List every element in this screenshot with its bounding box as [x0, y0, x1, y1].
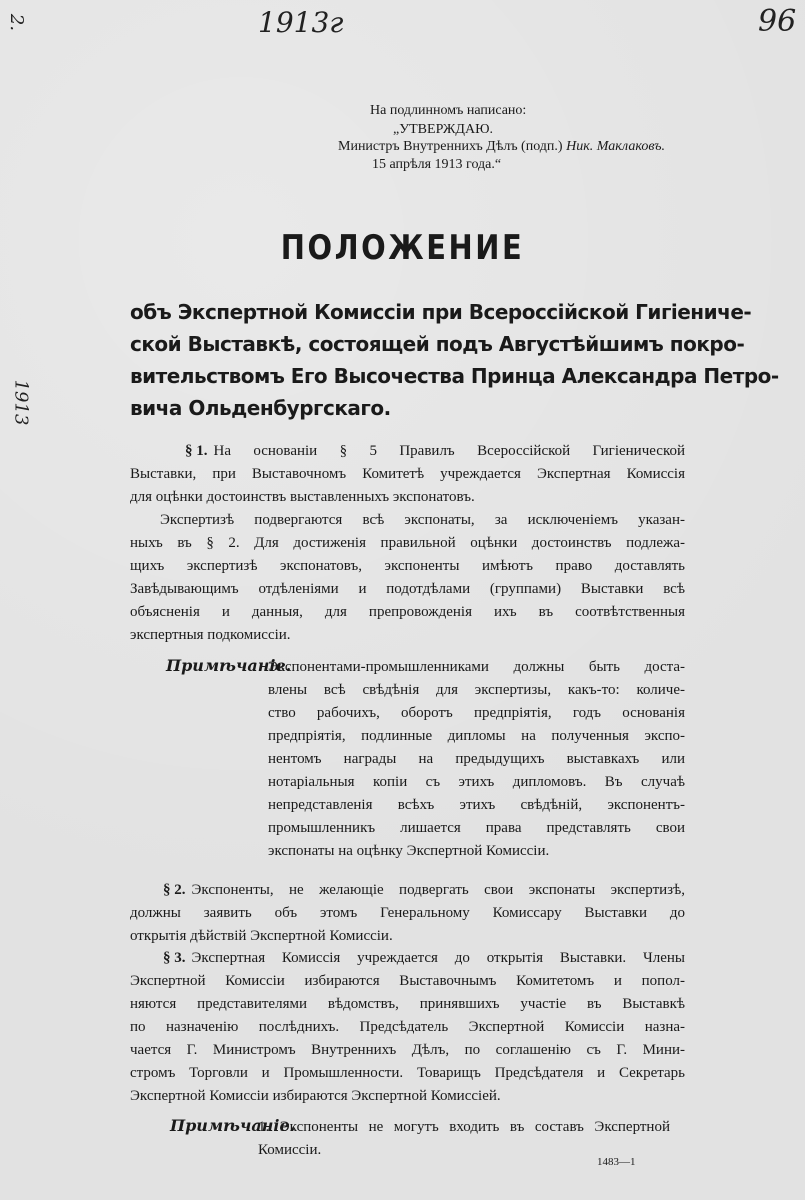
- section-number: § 3.: [163, 950, 186, 966]
- text-line: [130, 440, 685, 463]
- text-line: должны заявить объ этомъ Генеральному Комиссару Выставки до: [130, 905, 685, 921]
- text-line: для оцѣнки достоинствъ выставленныхъ экспонатовъ.: [130, 489, 475, 505]
- handwritten-year: 1913г: [258, 6, 344, 39]
- text-line: промышленникъ лишается права представлять свои: [268, 820, 685, 836]
- section-2: [130, 879, 685, 948]
- header-minister-title: Министръ Внутреннихъ Дѣлъ (подп.): [338, 139, 563, 154]
- text-line: Экспертной Комиссіи избираются Выставочнымъ Комитетомъ и попол-: [130, 973, 685, 989]
- text-line: ской Выставкѣ, состоящей подъ Августѣйшимъ покро-: [130, 332, 745, 356]
- text-line: стромъ Торговли и Промышленности. Товарищъ Предсѣдателя и Секретарь: [130, 1065, 685, 1081]
- section-1-paragraph-2: [130, 509, 685, 647]
- text-line: щихъ экспертизѣ экспонатовъ, экспоненты имѣютъ право доставлять: [130, 558, 685, 574]
- text-line: непредставленія всѣхъ этихъ свѣдѣній, экспонентъ-: [268, 797, 685, 813]
- header-approved: „УТВЕРЖДАЮ.: [393, 122, 493, 137]
- text-line: экспертныя подкомиссіи.: [130, 627, 291, 643]
- text-line: предпріятія, подлинные дипломы на полученныя экспо-: [268, 728, 685, 744]
- text-line: Выставки, при Выставочномъ Комитетѣ учреждается Экспертная Комиссія: [130, 466, 685, 482]
- section-number: § 1.: [185, 443, 208, 459]
- text-line: Экспертной Комиссіи избираются Экспертной Комиссіей.: [130, 1088, 501, 1104]
- text-line: ныхъ въ § 2. Для достиженія правильной оцѣнки достоинствъ подлежа-: [130, 535, 685, 551]
- section-number: § 2.: [163, 882, 186, 898]
- text-line: 1. Экспоненты не могутъ входить въ составъ Экспертной: [258, 1119, 670, 1135]
- handwritten-page-number: 96: [758, 4, 797, 39]
- header-original-note: На подлинномъ написано:: [370, 103, 527, 118]
- header-date: 15 апрѣля 1913 года.“: [372, 157, 502, 172]
- text-line: [130, 879, 685, 902]
- section-text: На основаніи § 5 Правилъ Всероссійской Гигіенической: [213, 443, 685, 459]
- text-line: по назначенію послѣднихъ. Предсѣдатель Экспертной Комиссіи назна-: [130, 1019, 685, 1035]
- text-line: вича Ольденбургскаго.: [130, 396, 391, 420]
- header-signature: Ник. Маклаковъ.: [566, 139, 665, 154]
- document-title: ПОЛОЖЕНИЕ: [280, 228, 525, 268]
- text-line: ство рабочихъ, оборотъ предпріятія, годъ основанія: [268, 705, 685, 721]
- text-line: объ Экспертной Комиссіи при Всероссійской Гигіениче-: [130, 300, 752, 324]
- note-label: Примѣчаніе.: [170, 1116, 296, 1135]
- section-text: Экспертная Комиссія учреждается до открытія Выставки. Члены: [191, 950, 685, 966]
- text-line: экспонаты на оцѣнку Экспертной Комиссіи.: [268, 843, 550, 859]
- handwritten-margin-year: 1913: [10, 379, 32, 426]
- section-text: Экспоненты, не желающіе подвергать свои экспонаты экспертизѣ,: [191, 882, 685, 898]
- note-1-text: [268, 656, 685, 863]
- text-line: чается Г. Министромъ Внутреннихъ Дѣлъ, по соглашенію съ Г. Мини-: [130, 1042, 685, 1058]
- document-subtitle: [130, 296, 779, 424]
- footer-code: 1483—1: [597, 1156, 636, 1168]
- text-line: открытія дѣйствій Экспертной Комиссіи.: [130, 928, 393, 944]
- text-line: Экспонентами-промышленниками должны быть доста-: [268, 659, 685, 675]
- text-line: няются представителями вѣдомствъ, принявшихъ участіе въ Выставкѣ: [130, 996, 685, 1012]
- section-1-text: [130, 440, 685, 509]
- text-line: нентомъ награды на предыдущихъ выставкахъ или: [268, 751, 685, 767]
- text-line: вительствомъ Его Высочества Принца Александра Петро-: [130, 364, 779, 388]
- section-3: [130, 947, 685, 1108]
- handwritten-corner-mark: 2.: [6, 13, 28, 32]
- text-line: влены всѣ свѣдѣнія для экспертизы, какъ-то: количе-: [268, 682, 685, 698]
- text-line: объясненія и данныя, для препровожденія ихъ въ соотвѣтственныя: [130, 604, 685, 620]
- text-line: Комиссіи.: [258, 1142, 322, 1158]
- section-1: [130, 440, 685, 509]
- text-line: Экспертизѣ подвергаются всѣ экспонаты, за исключеніемъ указан-: [160, 512, 685, 528]
- text-line: [130, 947, 685, 970]
- text-line: нотаріальныя копіи съ этихъ дипломовъ. Въ случаѣ: [268, 774, 685, 790]
- note-label: Примѣчаніе.: [166, 656, 292, 675]
- text-line: Завѣдывающимъ отдѣленіями и подотдѣлами (группами) Выставки всѣ: [130, 581, 685, 597]
